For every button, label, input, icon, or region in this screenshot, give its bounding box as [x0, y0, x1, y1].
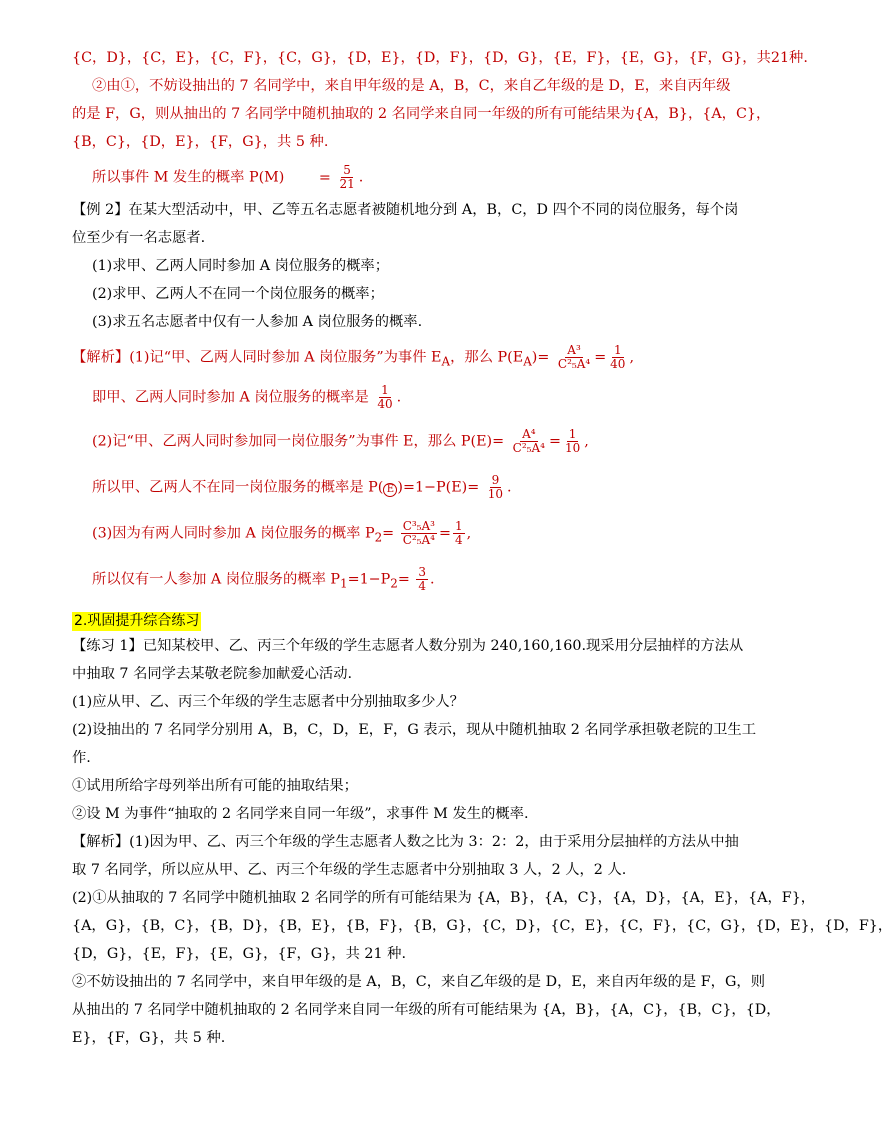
exercise1-question-1: (1)应从甲、乙、丙三个年级的学生志愿者中分别抽取多少人？: [72, 694, 464, 710]
fraction-denominator: C²₅A⁴: [402, 533, 435, 547]
solution2-line-7: 从抽出的 7 名同学中随机抽取的 2 名同学来自同一年级的所有可能结果为 {A，B}，{A，C}，{B，C}，{D，: [72, 1002, 781, 1018]
example2-question-3: (3)求五名志愿者中仅有一人参加 A 岗位服务的概率.: [92, 314, 423, 330]
solution-step-3b-text: 所以仅有一人参加 A 岗位服务的概率 P: [92, 571, 341, 588]
fraction-numerator: 1: [613, 343, 622, 357]
solution2-line-3: (2)①从抽取的 7 名同学中随机抽取 2 名同学的所有可能结果为 {A，B}，{A，C}，{A，D}，{A，E}，{A，F}，: [72, 890, 816, 906]
punctuation: ,: [466, 525, 472, 542]
prev-line-4: {B，C}，{D，E}，{F，G}，共 5 种.: [72, 134, 329, 150]
equals-sign: =: [438, 525, 451, 542]
fraction-denominator: 4: [454, 533, 463, 547]
solution2-line-2: 取 7 名同学，所以应从甲、乙、丙三个年级的学生志愿者中分别抽取 3 人，2 人，2 人.: [72, 862, 627, 878]
solution-step-1-mid2: )=: [531, 349, 550, 366]
section-heading: 2.巩固提升综合练习: [74, 613, 200, 629]
solution2-line-1: 【解析】(1)因为甲、乙、丙三个年级的学生志愿者人数之比为 3：2：2，由于采用分层抽样的方法从中抽: [72, 834, 739, 850]
prev-prob-fraction: [337, 164, 356, 191]
fraction-denominator: 21: [339, 177, 355, 191]
prev-line-1: {C，D}，{C，E}，{C，F}，{C，G}，{D，E}，{D，F}，{D，G}，{E，F}，{E，G}，{F，G}，共21种.: [72, 50, 808, 66]
fraction: [563, 428, 582, 455]
solution-step-2b: [92, 474, 512, 501]
fraction-denominator: 10: [487, 487, 504, 501]
fraction: [511, 428, 547, 455]
fraction-numerator: 9: [491, 473, 500, 487]
subscript: A: [523, 354, 532, 369]
prev-prob-eq: =: [318, 169, 331, 186]
equals-sign: =: [594, 349, 607, 366]
fraction-denominator: 40: [377, 397, 393, 411]
exercise1-question-2-1: ①试用所给字母列举出所有可能的抽取结果；: [72, 778, 358, 794]
fraction-denominator: C²₅A⁴: [512, 441, 545, 455]
solution-step-3: [92, 520, 471, 547]
solution2-line-8: E}，{F，G}，共 5 种.: [72, 1030, 226, 1046]
fraction-numerator: 5: [343, 163, 351, 177]
solution-step-3-text: (3)因为有两人同时参加 A 岗位服务的概率 P: [92, 525, 375, 542]
subscript: 2: [374, 530, 383, 545]
equals-sign: =: [397, 571, 410, 588]
equals-sign: =: [382, 525, 395, 542]
fraction-denominator: 10: [564, 441, 581, 455]
example2-question-1: (1)求甲、乙两人同时参加 A 岗位服务的概率；: [92, 258, 390, 274]
fraction-denominator: 4: [418, 579, 427, 593]
solution-step-1b-text: 即甲、乙两人同时参加 A 岗位服务的概率是: [92, 389, 369, 406]
solution-step-1-mid: ，那么 P(E: [450, 349, 524, 366]
exercise1-question-2-2: ②设 M 为事件“抽取的 2 名同学来自同一年级”，求事件 M 发生的概率.: [72, 806, 529, 822]
subscript: 2: [390, 576, 398, 591]
fraction-numerator: 1: [454, 519, 463, 533]
fraction: [453, 520, 465, 547]
punctuation: .: [507, 479, 512, 496]
solution-step-3b: [92, 566, 435, 593]
prev-line-3: 的是 F，G，则从抽出的 7 名同学中随机抽取的 2 名同学来自同一年级的所有可能结果为{A，B}，{A，C}，: [72, 106, 771, 122]
punctuation: ,: [629, 349, 634, 366]
solution-step-3b-mid: =1−P: [347, 571, 391, 588]
solution-step-2b-text: 所以甲、乙两人不在同一岗位服务的概率是 P(: [92, 479, 384, 496]
exercise1-question-2a: (2)设抽出的 7 名同学分别用 A，B，C，D，E，F，G 表示，现从中随机抽取 2 名同学承担敬老院的卫生工: [72, 722, 756, 738]
fraction: [416, 566, 428, 593]
solution2-line-4: {A，G}，{B，C}，{B，D}，{B，E}，{B，F}，{B，G}，{C，D}，{C，E}，{C，F}，{C，G}，{D，E}，{D，F}，: [72, 918, 892, 934]
punctuation: ,: [584, 433, 589, 450]
fraction-denominator: C²₅A⁴: [557, 357, 591, 371]
solution-label: 【解析】: [72, 349, 130, 366]
fraction: [608, 344, 627, 371]
fraction-numerator: 3: [418, 565, 427, 579]
subscript: A: [441, 354, 451, 369]
subscript: 1: [340, 576, 348, 591]
solution-step-1: [72, 344, 634, 371]
fraction-numerator: 1: [381, 383, 389, 397]
prev-prob-text: 所以事件 M 发生的概率 P(M): [92, 169, 285, 186]
example2-line-2: 位至少有一名志愿者.: [72, 230, 206, 246]
example2-line-1: 【例 2】在某大型活动中，甲、乙等五名志愿者被随机地分到 A，B，C，D 四个不同的岗位服务，每个岗: [72, 202, 739, 218]
fraction: [375, 384, 394, 411]
fraction-numerator: 1: [568, 427, 577, 441]
solution-step-2b-mid: )=1−P(E)=: [397, 479, 480, 496]
solution2-line-5: {D，G}，{E，F}，{E，G}，{F，G}，共 21 种.: [72, 946, 406, 962]
complement-event-symbol: E: [383, 483, 397, 497]
exercise1-line-2: 中抽取 7 名同学去某敬老院参加献爱心活动.: [72, 666, 353, 682]
example2-question-2: (2)求甲、乙两人不在同一个岗位服务的概率；: [92, 286, 384, 302]
equals-sign: =: [548, 433, 561, 450]
solution-step-2: [92, 428, 589, 455]
exercise1-line-1: 【练习 1】已知某校甲、乙、丙三个年级的学生志愿者人数分别为 240,160,160.现采用分层抽样的方法从: [72, 638, 744, 654]
prev-prob-end: .: [358, 169, 364, 186]
fraction-denominator: 40: [610, 357, 626, 371]
prev-probability: [92, 164, 363, 191]
fraction: [556, 344, 592, 371]
fraction-numerator: C³₅A³: [402, 519, 435, 533]
solution-step-1-text: (1)记“甲、乙两人同时参加 A 岗位服务”为事件 E: [129, 349, 442, 366]
solution-step-2-text: (2)记“甲、乙两人同时参加同一岗位服务”为事件 E，那么 P(E)=: [92, 433, 505, 450]
punctuation: .: [396, 389, 402, 406]
exercise1-question-2b: 作.: [72, 750, 91, 766]
fraction-numerator: A⁴: [522, 427, 536, 441]
solution2-line-6: ②不妨设抽出的 7 名同学中，来自甲年级的是 A，B，C，来自乙年级的是 D，E，来自丙年级的是 F，G，则: [72, 974, 765, 990]
fraction: [486, 474, 505, 501]
fraction: [401, 520, 437, 547]
solution-step-1b: [92, 384, 401, 411]
fraction-numerator: A³: [567, 343, 581, 357]
punctuation: .: [430, 571, 435, 588]
prev-line-2: ②由①，不妨设抽出的 7 名同学中，来自甲年级的是 A，B，C，来自乙年级的是 D，E，来自丙年级: [92, 78, 731, 94]
